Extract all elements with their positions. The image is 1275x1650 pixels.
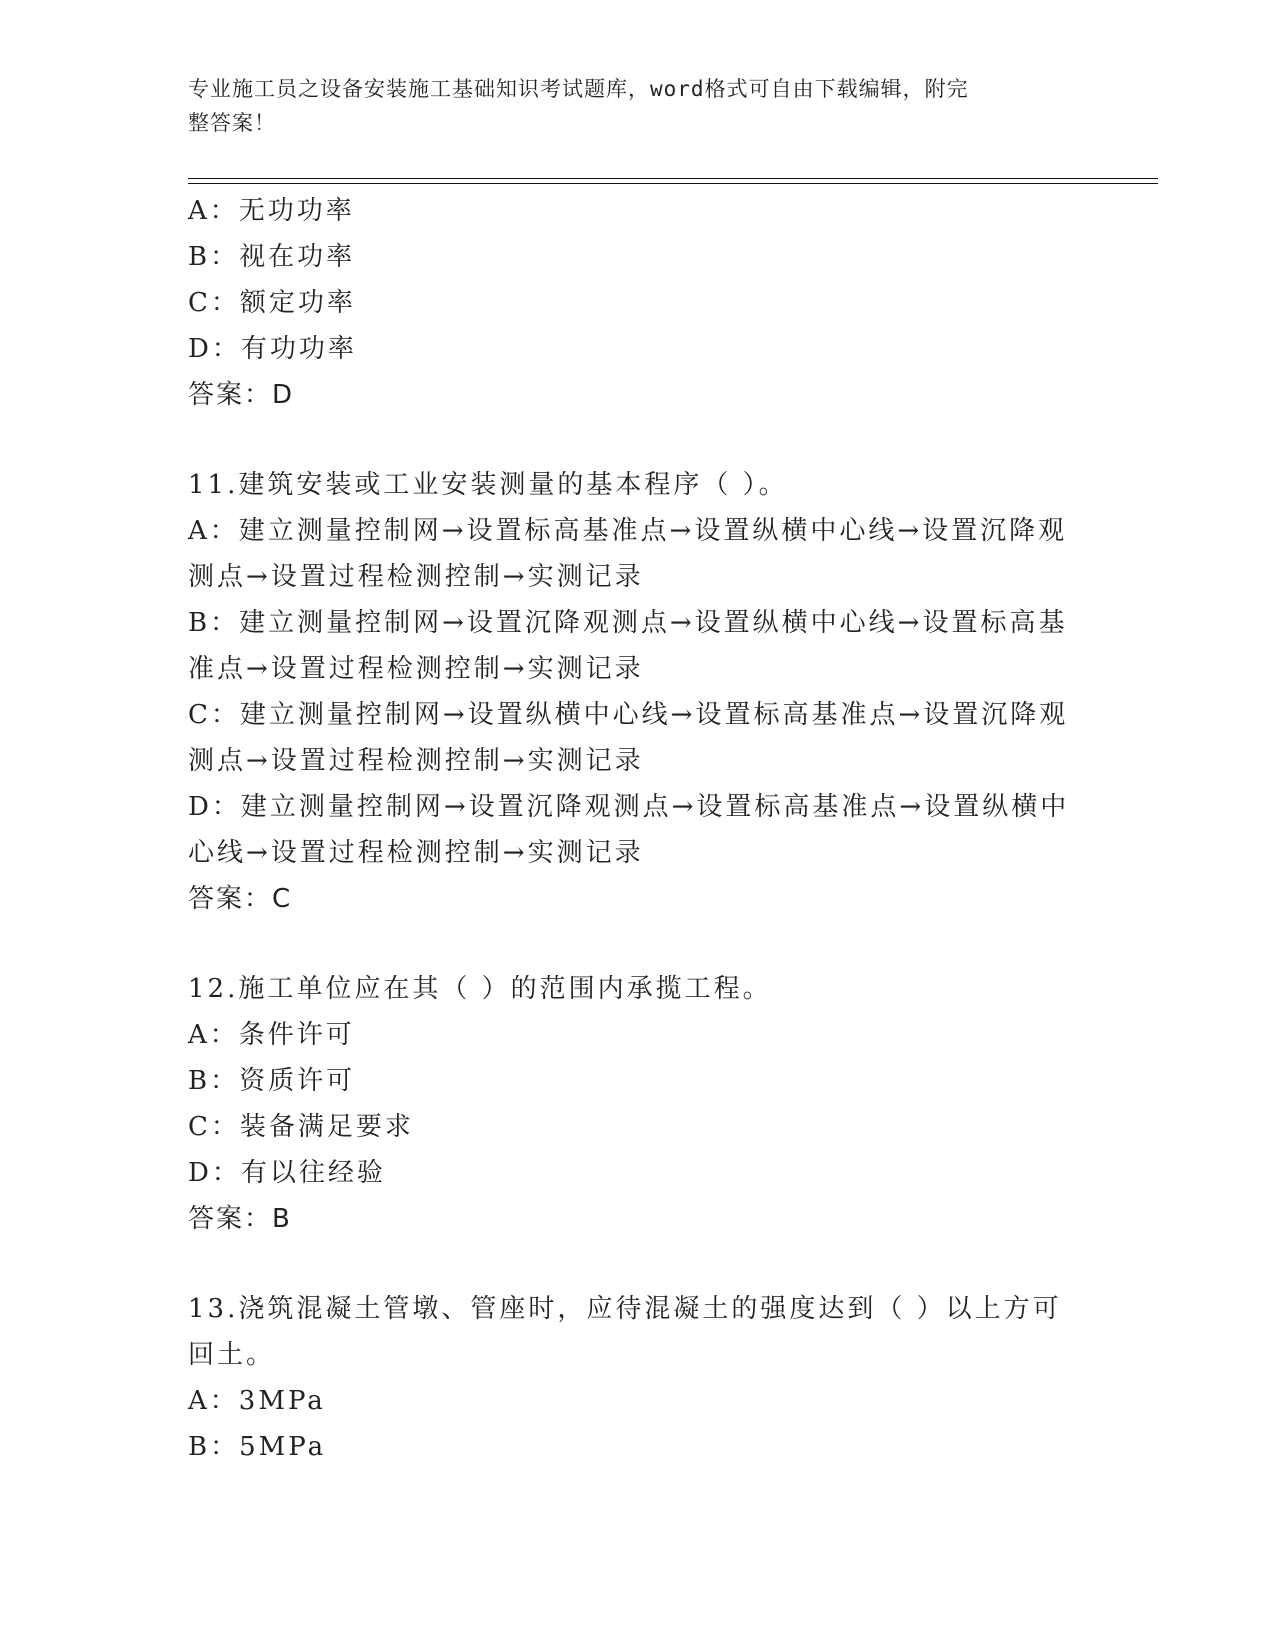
question-stem: 13.浇筑混凝土管墩、管座时，应待混凝土的强度达到（ ）以上方可: [188, 1294, 1062, 1324]
option-c-continued: 测点→设置过程检测控制→实测记录: [188, 746, 644, 776]
question-list: [188, 188, 1108, 1470]
header-divider-bottom: [188, 183, 1158, 184]
option-a: A：3MPa: [188, 1386, 326, 1416]
option-c: C：建立测量控制网→设置纵横中心线→设置标高基准点→设置沉降观: [188, 700, 1069, 730]
answer: 答案：C: [188, 884, 293, 914]
header-divider-top: [188, 178, 1158, 179]
option-b: B：5MPa: [188, 1432, 327, 1462]
option-b: B：资质许可: [188, 1066, 356, 1096]
header-line-2: 整答案！: [188, 111, 276, 135]
option-a: A：无功功率: [188, 196, 355, 226]
option-d: D：有功功率: [188, 334, 357, 364]
question-11: [188, 462, 1108, 922]
option-c: C：额定功率: [188, 288, 356, 318]
option-a: A：条件许可: [188, 1020, 355, 1050]
option-d: D：有以往经验: [188, 1158, 386, 1188]
option-b-continued: 准点→设置过程检测控制→实测记录: [188, 654, 644, 684]
question-12: [188, 966, 1108, 1242]
option-a-continued: 测点→设置过程检测控制→实测记录: [188, 562, 644, 592]
answer: 答案：B: [188, 1204, 292, 1234]
option-d-continued: 心线→设置过程检测控制→实测记录: [188, 838, 644, 868]
question-10: [188, 188, 1108, 418]
document-header: [188, 72, 1088, 140]
option-c: C：装备满足要求: [188, 1112, 414, 1142]
question-stem: 11.建筑安装或工业安装测量的基本程序（ ）。: [188, 470, 788, 500]
question-13: [188, 1286, 1108, 1470]
option-b: B：视在功率: [188, 242, 356, 272]
header-line-1: 专业施工员之设备安装施工基础知识考试题库，word格式可自由下载编辑，附完: [188, 77, 969, 101]
question-stem: 12.施工单位应在其（ ）的范围内承揽工程。: [188, 974, 772, 1004]
question-stem-continued: 回土。: [188, 1340, 276, 1370]
option-a: A：建立测量控制网→设置标高基准点→设置纵横中心线→设置沉降观: [188, 516, 1068, 546]
option-d: D：建立测量控制网→设置沉降观测点→设置标高基准点→设置纵横中: [188, 792, 1070, 822]
option-b: B：建立测量控制网→设置沉降观测点→设置纵横中心线→设置标高基: [188, 608, 1068, 638]
answer: 答案：D: [188, 380, 295, 410]
